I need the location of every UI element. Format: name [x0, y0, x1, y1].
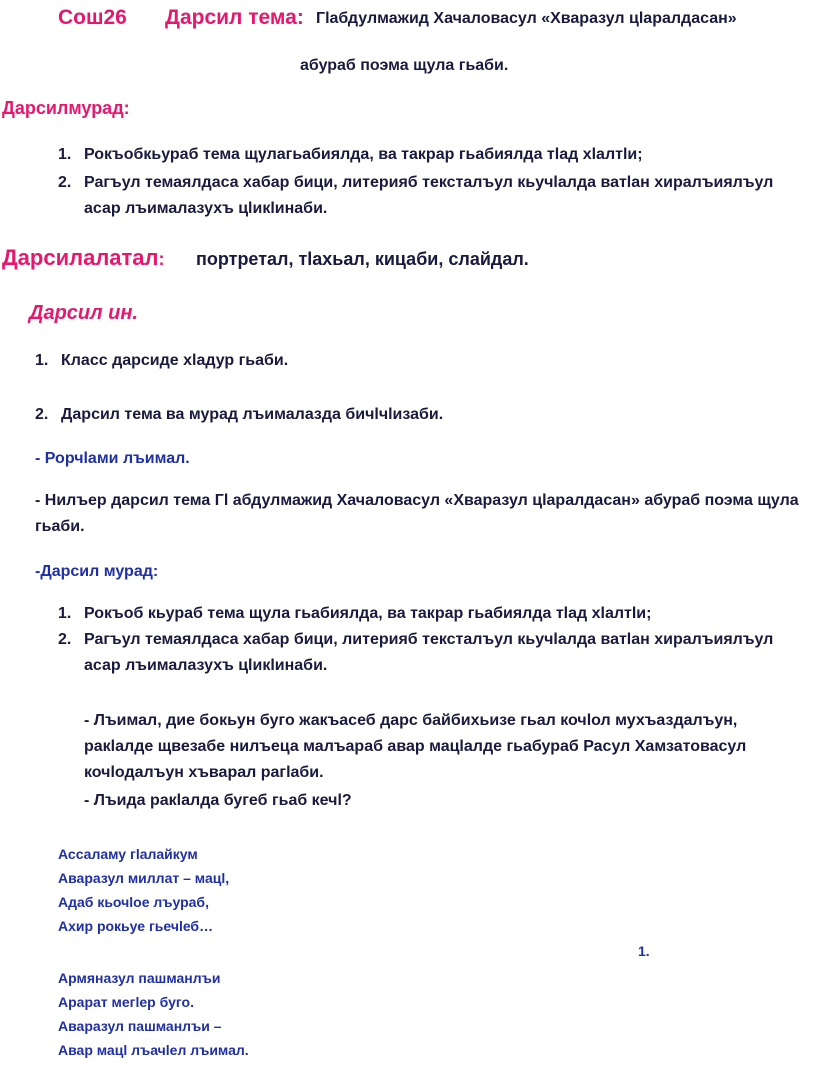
topic-label: Дарсил тема:: [165, 6, 304, 29]
poem-line: Армяназул пашманлъи: [58, 970, 221, 986]
list-item: 2. Дарсил тема ва мурад лъималазда бичlчlизаби.: [35, 406, 444, 423]
equipment-text: портретал, тlахьал, кицаби, слайдал.: [196, 249, 529, 269]
poem-line: Адаб кьочlое лъураб,: [58, 894, 209, 910]
verse-number: 1.: [638, 943, 650, 959]
poem-line: Аваразул пашманлъи –: [58, 1018, 222, 1034]
poem-line: Ахир рокьуе гьечlеб…: [58, 918, 214, 934]
equipment-label: Дарсилалатал:: [2, 245, 165, 270]
school-label: Сош26: [58, 6, 127, 29]
goals-heading: Дарсилмурад:: [2, 98, 130, 118]
teacher-speech: - Лъимал, дие бокьун буго жакъасеб дарс байбихьизе гьал кочlол мухъаздалъун, ракlалде щвезабе нилъеца малъараб авар мацlалде гьабураб Расул Хамзатовасул кочlодалъун хъварал рагlаби.: [84, 712, 747, 781]
poem-line: Авар мацl лъачlел лъимал.: [58, 1042, 249, 1058]
poem-stanza: [58, 966, 249, 1062]
list-item: 1. Рокъоб кьураб тема щула гьабиялда, ва такрар гьабиялда тlад хlалтlи;: [58, 605, 652, 622]
list-item: 1. Рокъобкьураб тема щулагьабиялда, ва такрар гьабиялда тlад хlалтlи;: [58, 146, 643, 163]
greeting-line: - Рорчlами лъимал.: [35, 450, 190, 467]
lesson-heading: Дарсил ин.: [29, 302, 138, 324]
list-item: 2. Рагъул темаялдаса хабар бици, литерияб тексталъул кьучlалда ватlан хиралъиялъул асар лъималазухъ цlикlинаби.: [58, 631, 774, 674]
poem-stanza: [58, 842, 229, 938]
list-item: 1. Класс дарсиде хlадур гьаби.: [35, 352, 289, 369]
poem-line: Арарат мегlер буго.: [58, 994, 194, 1010]
topic-title-continuation: абураб поэма щула гьаби.: [300, 57, 509, 74]
poem-line: Аваразул миллат – мацl,: [58, 870, 230, 886]
lesson-goal-heading: -Дарсил мурад:: [35, 563, 159, 580]
goals-list-repeat: [58, 601, 808, 679]
topic-title: Гlабдулмажид Хачаловасул «Хваразул цlаралдасан»: [316, 10, 737, 27]
list-item: 2. Рагъул темаялдаса хабар бици, литерияб тексталъул кьучlалда ватlан хиралъиялъул асар лъималазухъ цlикlинаби.: [58, 174, 774, 217]
goals-list: [58, 142, 808, 224]
poem-line: Ассаламу гlалайкум: [58, 846, 198, 862]
topic-announcement: - Нилъер дарсил тема Гl абдулмажид Хачаловасул «Хваразул цlаралдасан» абураб поэма щула гьаби.: [35, 492, 799, 535]
lesson-steps-list: [35, 348, 795, 428]
teacher-question: - Лъида ракlалда бугеб гьаб кечl?: [84, 792, 352, 809]
